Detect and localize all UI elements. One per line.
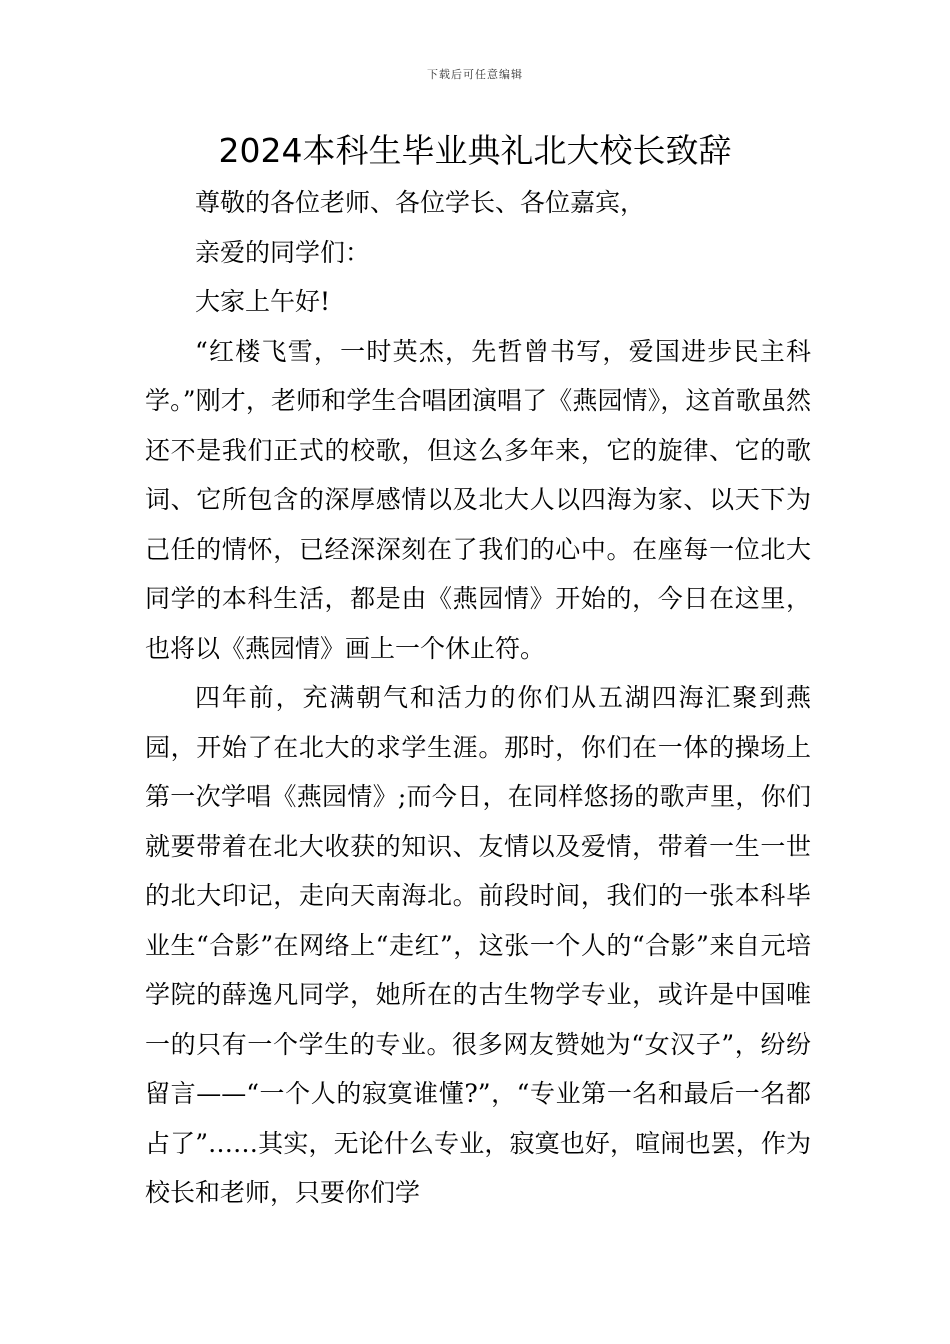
- salutation-line-1: 尊敬的各位老师、各位学长、各位嘉宾，: [195, 188, 646, 217]
- header-note: 下载后可任意编辑: [427, 68, 523, 81]
- salutation-line-2: 亲爱的同学们：: [195, 237, 371, 267]
- document-title: 2024本科生毕业典礼北大校长致辞: [218, 131, 732, 170]
- paragraph: “红楼飞雪，一时英杰，先哲曾书写，爱国进步民主科学。”刚才，老师和学生合唱团演唱了《燕园情》，这首歌虽然还不是我们正式的校歌，但这么多年来，它的旋律、它的歌词、它所包含的深厚感情以及北大人以四海为家、以天下为己任的情怀，已经深深刻在了我们的心中。在座每一位北大同学的本科生活，都是由《燕园情》开始的，今日在这里，也将以《燕园情》画上一个休止符。: [145, 336, 811, 663]
- greeting-line: 大家上午好!: [195, 287, 331, 316]
- paragraph: 四年前，充满朝气和活力的你们从五湖四海汇聚到燕园，开始了在北大的求学生涯。那时，你们在一体的操场上第一次学唱《燕园情》;而今日，在同样悠扬的歌声里，你们就要带着在北大收获的知识、友情以及爱情，带着一生一世的北大印记，走向天南海北。前段时间，我们的一张本科毕业生“合影”在网络上“走红”，这张一个人的“合影”来自元培学院的薛逸凡同学，她所在的古生物学专业，或许是中国唯一的只有一个学生的专业。很多网友赞她为“女汉子”，纷纷留言——“一个人的寂寞谁懂?”，“专业第一名和最后一名都占了”……其实，无论什么专业，寂寞也好，喧闹也罢，作为校长和老师，只要你们学: [145, 683, 811, 1207]
- document-body: [145, 178, 811, 1218]
